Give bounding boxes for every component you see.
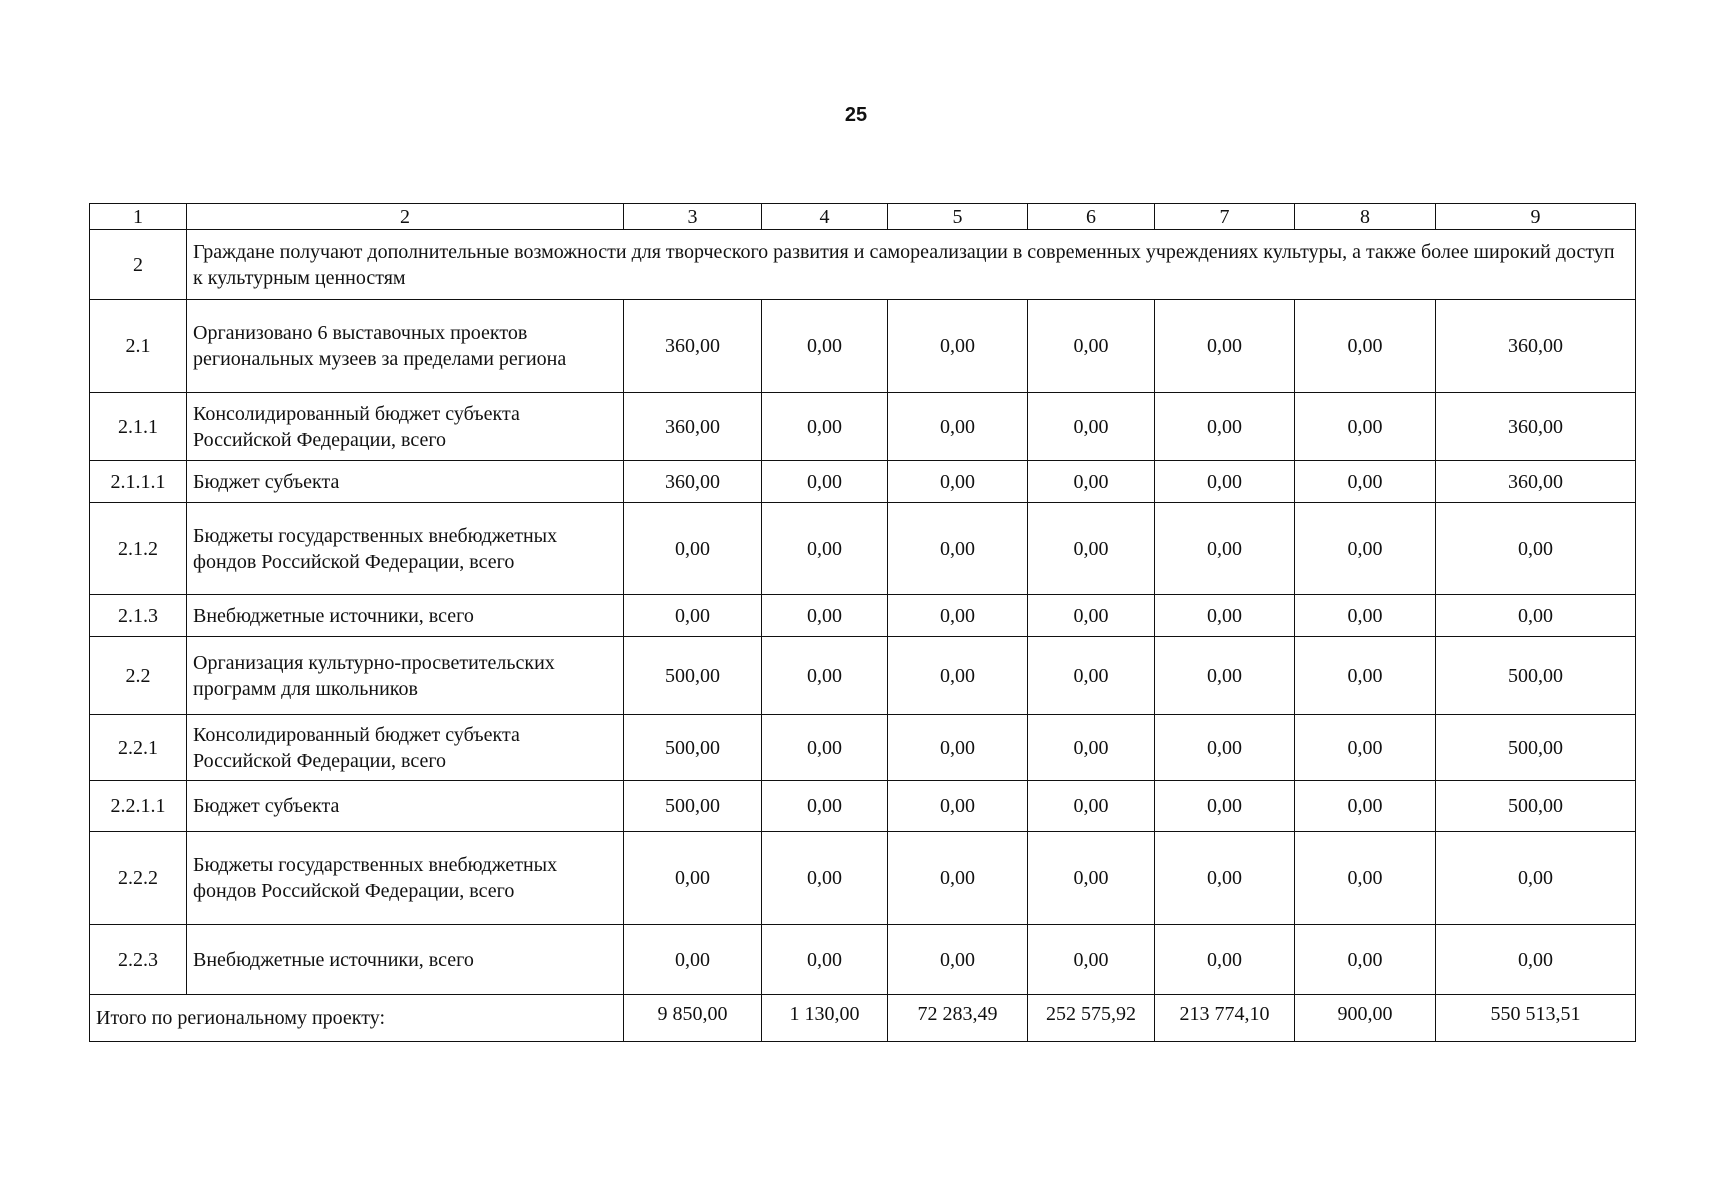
table-row — [90, 595, 1636, 637]
column-number: 9 — [1436, 204, 1636, 230]
table-row — [90, 637, 1636, 715]
value-cell: 0,00 — [624, 503, 762, 595]
table-row — [90, 715, 1636, 781]
column-number: 1 — [90, 204, 187, 230]
row-description: Внебюджетные источники, всего — [187, 925, 624, 995]
column-number: 3 — [624, 204, 762, 230]
value-cell: 0,00 — [888, 503, 1028, 595]
value-cell: 0,00 — [1436, 595, 1636, 637]
value-cell: 0,00 — [888, 781, 1028, 832]
row-description: Консолидированный бюджет субъекта Российской Федерации, всего — [187, 393, 624, 461]
value-cell: 0,00 — [1295, 781, 1436, 832]
value-cell: 0,00 — [888, 300, 1028, 393]
row-number: 2.1 — [90, 300, 187, 393]
value-cell: 0,00 — [1028, 503, 1155, 595]
table-row — [90, 461, 1636, 503]
value-cell: 0,00 — [762, 393, 888, 461]
table-row — [90, 832, 1636, 925]
table-row — [90, 300, 1636, 393]
value-cell: 0,00 — [1295, 637, 1436, 715]
value-cell: 0,00 — [1028, 595, 1155, 637]
column-number: 6 — [1028, 204, 1155, 230]
row-description: Бюджеты государственных внебюджетных фондов Российской Федерации, всего — [187, 832, 624, 925]
total-value: 1 130,00 — [762, 995, 888, 1042]
section-number: 2 — [90, 230, 187, 300]
value-cell: 0,00 — [888, 393, 1028, 461]
value-cell: 360,00 — [1436, 461, 1636, 503]
column-number-row — [90, 204, 1636, 230]
row-description: Бюджет субъекта — [187, 461, 624, 503]
budget-table — [89, 203, 1636, 1042]
value-cell: 0,00 — [1295, 595, 1436, 637]
total-value: 72 283,49 — [888, 995, 1028, 1042]
value-cell: 0,00 — [1155, 393, 1295, 461]
value-cell: 0,00 — [1295, 832, 1436, 925]
row-number: 2.1.3 — [90, 595, 187, 637]
value-cell: 0,00 — [1436, 503, 1636, 595]
value-cell: 500,00 — [624, 715, 762, 781]
value-cell: 0,00 — [762, 715, 888, 781]
table-row — [90, 925, 1636, 995]
value-cell: 0,00 — [1295, 715, 1436, 781]
row-number: 2.2.3 — [90, 925, 187, 995]
value-cell: 0,00 — [888, 832, 1028, 925]
table-row — [90, 503, 1636, 595]
total-row — [90, 995, 1636, 1042]
section-title: Граждане получают дополнительные возможности для творческого развития и самореализации в современных учреждениях культуры, а также более широкий доступ к культурным ценностям — [187, 230, 1636, 300]
value-cell: 0,00 — [1028, 715, 1155, 781]
total-value: 900,00 — [1295, 995, 1436, 1042]
row-description: Консолидированный бюджет субъекта Российской Федерации, всего — [187, 715, 624, 781]
row-description: Организовано 6 выставочных проектов региональных музеев за пределами региона — [187, 300, 624, 393]
value-cell: 0,00 — [1155, 925, 1295, 995]
value-cell: 0,00 — [624, 832, 762, 925]
column-number: 4 — [762, 204, 888, 230]
column-number: 2 — [187, 204, 624, 230]
value-cell: 0,00 — [762, 832, 888, 925]
section-row — [90, 230, 1636, 300]
value-cell: 0,00 — [1295, 300, 1436, 393]
value-cell: 0,00 — [888, 637, 1028, 715]
page-number: 25 — [844, 104, 868, 126]
value-cell: 0,00 — [1155, 715, 1295, 781]
column-number: 8 — [1295, 204, 1436, 230]
value-cell: 0,00 — [1028, 461, 1155, 503]
value-cell: 0,00 — [1155, 832, 1295, 925]
value-cell: 0,00 — [1028, 393, 1155, 461]
row-description: Внебюджетные источники, всего — [187, 595, 624, 637]
value-cell: 0,00 — [1028, 300, 1155, 393]
row-number: 2.2.2 — [90, 832, 187, 925]
value-cell: 0,00 — [1295, 461, 1436, 503]
table-row — [90, 781, 1636, 832]
table-row — [90, 393, 1636, 461]
value-cell: 0,00 — [762, 925, 888, 995]
value-cell: 0,00 — [1155, 595, 1295, 637]
value-cell: 0,00 — [1028, 925, 1155, 995]
value-cell: 0,00 — [624, 925, 762, 995]
value-cell: 0,00 — [888, 595, 1028, 637]
row-number: 2.1.1 — [90, 393, 187, 461]
value-cell: 500,00 — [1436, 637, 1636, 715]
value-cell: 0,00 — [1295, 503, 1436, 595]
row-description: Бюджет субъекта — [187, 781, 624, 832]
value-cell: 0,00 — [1155, 781, 1295, 832]
value-cell: 500,00 — [1436, 781, 1636, 832]
total-value: 550 513,51 — [1436, 995, 1636, 1042]
value-cell: 0,00 — [1028, 832, 1155, 925]
row-number: 2.1.1.1 — [90, 461, 187, 503]
value-cell: 360,00 — [1436, 300, 1636, 393]
column-number: 7 — [1155, 204, 1295, 230]
row-number: 2.2.1 — [90, 715, 187, 781]
value-cell: 0,00 — [762, 637, 888, 715]
value-cell: 0,00 — [1155, 300, 1295, 393]
value-cell: 0,00 — [1155, 503, 1295, 595]
value-cell: 0,00 — [888, 715, 1028, 781]
value-cell: 360,00 — [1436, 393, 1636, 461]
value-cell: 0,00 — [1436, 832, 1636, 925]
value-cell: 0,00 — [1028, 637, 1155, 715]
value-cell: 500,00 — [1436, 715, 1636, 781]
value-cell: 0,00 — [762, 300, 888, 393]
row-description: Организация культурно-просветительских программ для школьников — [187, 637, 624, 715]
value-cell: 0,00 — [1295, 925, 1436, 995]
row-number: 2.2 — [90, 637, 187, 715]
value-cell: 0,00 — [888, 461, 1028, 503]
value-cell: 0,00 — [624, 595, 762, 637]
value-cell: 0,00 — [762, 503, 888, 595]
total-value: 213 774,10 — [1155, 995, 1295, 1042]
total-value: 9 850,00 — [624, 995, 762, 1042]
value-cell: 0,00 — [1155, 637, 1295, 715]
total-value: 252 575,92 — [1028, 995, 1155, 1042]
column-number: 5 — [888, 204, 1028, 230]
value-cell: 0,00 — [1295, 393, 1436, 461]
value-cell: 0,00 — [762, 595, 888, 637]
value-cell: 0,00 — [762, 461, 888, 503]
value-cell: 360,00 — [624, 461, 762, 503]
value-cell: 0,00 — [1028, 781, 1155, 832]
value-cell: 360,00 — [624, 393, 762, 461]
value-cell: 500,00 — [624, 637, 762, 715]
value-cell: 500,00 — [624, 781, 762, 832]
total-label: Итого по региональному проекту: — [90, 995, 624, 1042]
row-description: Бюджеты государственных внебюджетных фондов Российской Федерации, всего — [187, 503, 624, 595]
value-cell: 0,00 — [1436, 925, 1636, 995]
value-cell: 360,00 — [624, 300, 762, 393]
row-number: 2.1.2 — [90, 503, 187, 595]
row-number: 2.2.1.1 — [90, 781, 187, 832]
value-cell: 0,00 — [888, 925, 1028, 995]
value-cell: 0,00 — [1155, 461, 1295, 503]
value-cell: 0,00 — [762, 781, 888, 832]
